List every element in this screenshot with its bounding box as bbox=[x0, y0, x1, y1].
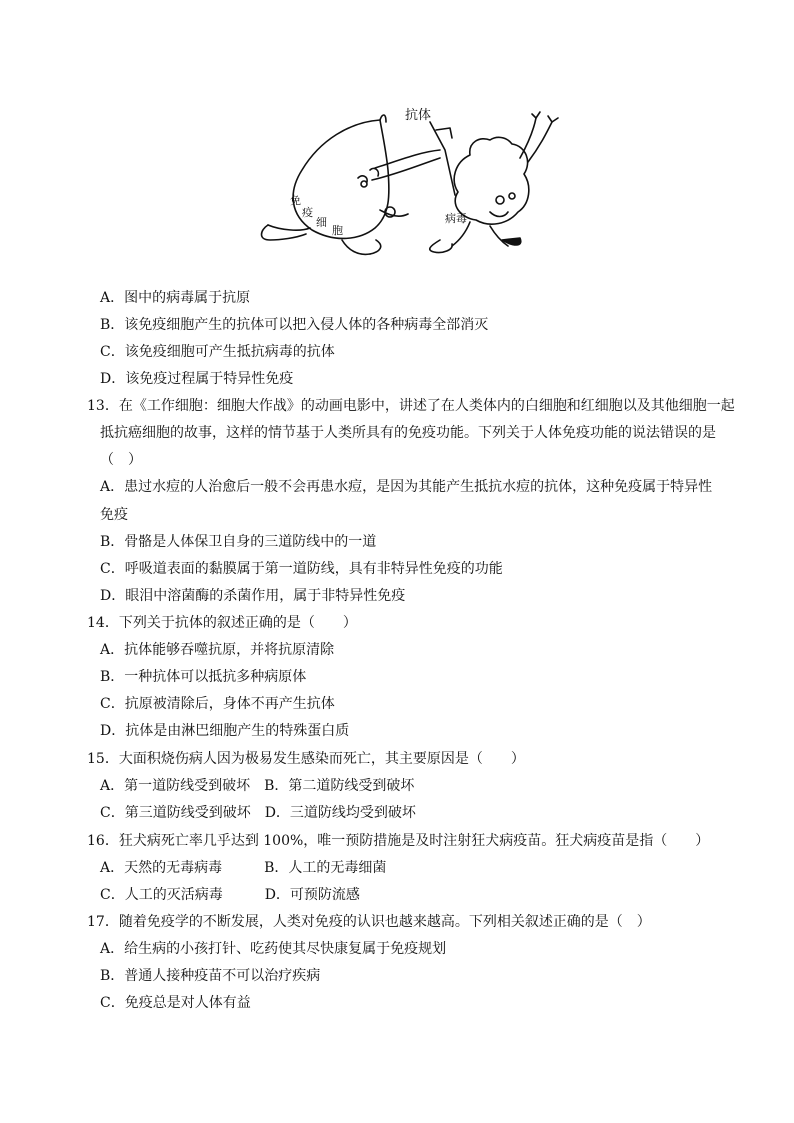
q17-stem: 17．随着免疫学的不断发展，人类对免疫的认识也越来越高。下列相关叙述正确的是（ ） bbox=[87, 914, 651, 930]
q16-options-cd: C．人工的灭活病毒 D．可预防流感 bbox=[100, 887, 360, 903]
virus-label: 病毒 bbox=[445, 212, 467, 225]
q12-option-d: D．该免疫过程属于特异性免疫 bbox=[100, 371, 294, 387]
q13-option-c: C．呼吸道表面的黏膜属于第一道防线，具有非特异性免疫的功能 bbox=[100, 561, 503, 577]
cell-label-char-3: 细 bbox=[316, 216, 327, 229]
q14-stem: 14．下列关于抗体的叙述正确的是（ ） bbox=[87, 615, 357, 631]
q14-option-b: B．一种抗体可以抵抗多种病原体 bbox=[100, 669, 307, 685]
q15-stem: 15．大面积烧伤病人因为极易发生感染而死亡，其主要原因是（ ） bbox=[87, 751, 525, 767]
q16-stem: 16．狂犬病死亡率几乎达到 100%，唯一预防措施是及时注射狂犬病疫苗。狂犬病疫苗是指（ ） bbox=[87, 833, 710, 849]
q13-option-b: B．骨骼是人体保卫自身的三道防线中的一道 bbox=[100, 534, 377, 550]
question-content bbox=[87, 0, 740, 1123]
q14-option-d: D．抗体是由淋巴细胞产生的特殊蛋白质 bbox=[100, 723, 350, 739]
q13-stem-line2: 抵抗癌细胞的故事，这样的情节基于人类所具有的免疫功能。下列关于人体免疫功能的说法错误的是 bbox=[100, 425, 716, 441]
cell-label-char-4: 胞 bbox=[332, 224, 343, 237]
q13-stem-line1: 13．在《工作细胞：细胞大作战》的动画电影中，讲述了在人类体内的白细胞和红细胞以及其他细胞一起 bbox=[87, 398, 735, 414]
q12-option-b: B．该免疫细胞产生的抗体可以把入侵人体的各种病毒全部消灭 bbox=[100, 317, 489, 333]
q15-options-cd: C．第三道防线受到破坏 D．三道防线均受到破坏 bbox=[100, 805, 416, 821]
q15-options-ab: A．第一道防线受到破坏 B．第二道防线受到破坏 bbox=[100, 778, 415, 794]
q13-option-d: D．眼泪中溶菌酶的杀菌作用，属于非特异性免疫 bbox=[100, 588, 406, 604]
q13-option-a-cont: 免疫 bbox=[100, 507, 128, 523]
q13-stem-line3: （ ） bbox=[100, 452, 142, 468]
q17-option-b: B．普通人接种疫苗不可以治疗疾病 bbox=[100, 968, 321, 984]
q12-option-a: A．图中的病毒属于抗原 bbox=[100, 290, 251, 306]
q16-options-ab: A．天然的无毒病毒 B．人工的无毒细菌 bbox=[100, 860, 387, 876]
q14-option-c: C．抗原被清除后，身体不再产生抗体 bbox=[100, 696, 335, 712]
cell-label-char-1: 免 bbox=[290, 194, 301, 207]
cell-label-char-2: 疫 bbox=[302, 206, 313, 219]
q13-option-a: A．患过水痘的人治愈后一般不会再患水痘，是因为其能产生抵抗水痘的抗体，这种免疫属于特异性 bbox=[100, 479, 713, 495]
antibody-label: 抗体 bbox=[405, 108, 432, 123]
q17-option-c: C．免疫总是对人体有益 bbox=[100, 995, 251, 1011]
q14-option-a: A．抗体能够吞噬抗原，并将抗原清除 bbox=[100, 642, 335, 658]
q17-option-a: A．给生病的小孩打针、吃药使其尽快康复属于免疫规划 bbox=[100, 941, 447, 957]
q12-option-c: C．该免疫细胞可产生抵抗病毒的抗体 bbox=[100, 344, 335, 360]
